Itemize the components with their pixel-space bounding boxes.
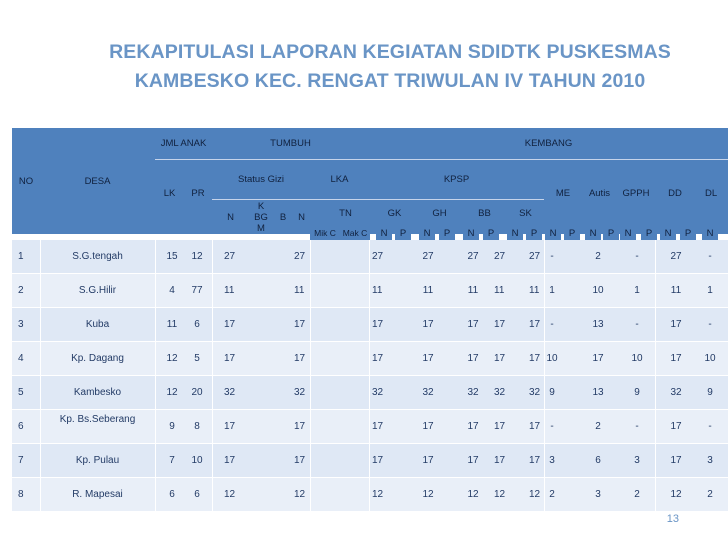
cell-me: - [550,319,554,330]
cell-gh: 11 [467,285,479,296]
table-row [12,240,728,274]
cell-autis: 2 [595,251,601,262]
cell-autis: 17 [592,353,604,364]
header-np-cell: N [376,226,392,240]
cell-desa: Kambesko [73,387,122,398]
column-divider [212,240,213,512]
cell-pr: 8 [194,421,200,432]
cell-pr: 6 [194,319,200,330]
cell-kpsp-tn: 11 [372,285,383,296]
column-divider [544,240,545,512]
cell-gk: 17 [422,319,434,330]
cell-gk: 32 [422,387,434,398]
cell-lka: 17 [294,319,306,330]
cell-bb: 11 [494,285,505,296]
header-np-cell: P [526,226,542,240]
cell-lka: 32 [294,387,306,398]
title-line-1: REKAPITULASI LAPORAN KEGIATAN SDIDTK PUSKESMAS [109,41,671,63]
table-row [12,478,728,512]
column-divider [155,240,156,512]
cell-dl: 3 [707,455,713,466]
cell-dd: 17 [670,319,682,330]
cell-lk: 7 [169,455,175,466]
header-kembang: KEMBANG [369,128,728,160]
header-tn: TN [322,200,369,226]
cell-desa: S.G.tengah [72,251,123,262]
cell-desa: Kp. Pulau [75,455,120,466]
cell-desa: S.G.Hilir [78,285,117,296]
cell-gpph: 9 [634,387,640,398]
cell-gk: 11 [422,285,434,296]
cell-no: 1 [18,251,24,262]
cell-bb: 12 [494,489,506,500]
cell-gh: 17 [467,353,479,364]
column-divider [310,240,311,512]
cell-bb: 27 [494,251,506,262]
cell-lka: 17 [294,353,306,364]
cell-gizi-n: 17 [224,455,236,466]
cell-pr: 5 [194,353,200,364]
header-m-label: M [257,222,265,234]
cell-gizi-n: 17 [224,421,236,432]
header-k-label: K [257,200,265,212]
cell-dd: 11 [670,285,682,296]
cell-autis: 10 [592,285,604,296]
cell-gk: 27 [422,251,434,262]
table-row [12,410,728,444]
header-np-cell: N [545,226,561,240]
cell-bb: 17 [494,353,506,364]
cell-gpph: 3 [634,455,640,466]
cell-sk: 11 [529,285,540,296]
header-me: ME [544,160,582,226]
cell-autis: 13 [592,319,604,330]
cell-lk: 15 [166,251,178,262]
cell-gizi-n: 32 [224,387,236,398]
header-gk: GK [372,200,417,226]
cell-kpsp-tn: 17 [372,455,384,466]
header-gh: GH [417,200,462,226]
cell-pr: 12 [191,251,203,262]
cell-autis: 3 [595,489,601,500]
cell-bb: 17 [494,421,506,432]
cell-kpsp-tn: 17 [372,421,384,432]
cell-gpph: 2 [634,489,640,500]
header-status-gizi: Status Gizi [212,160,310,200]
cell-kpsp-tn: 17 [372,319,384,330]
column-divider [655,240,656,512]
cell-autis: 2 [595,421,601,432]
cell-kpsp-tn: 27 [372,251,384,262]
cell-sk: 17 [529,353,541,364]
header-pr: PR [184,160,212,226]
header-gizi-n2: N [293,200,310,234]
cell-gk: 17 [422,353,434,364]
cell-dl: 9 [707,387,713,398]
cell-no: 5 [18,387,24,398]
header-np-cell: N [660,226,676,240]
cell-lk: 12 [166,387,178,398]
table-row [12,274,728,308]
header-dd: DD [655,160,695,226]
column-divider [40,240,41,512]
cell-lk: 6 [169,489,175,500]
cell-bb: 32 [494,387,506,398]
cell-kpsp-tn: 17 [372,353,384,364]
cell-dd: 32 [670,387,682,398]
table-row [12,342,728,376]
header-np-cell: N [507,226,523,240]
header-np-cell: P [641,226,657,240]
cell-pr: 10 [191,455,203,466]
header-mak-c: Mak C [340,226,370,240]
header-bb: BB [462,200,507,226]
cell-gk: 17 [422,421,434,432]
cell-dd: 17 [670,421,682,432]
header-np-cell: P [395,226,411,240]
cell-no: 4 [18,353,24,364]
header-sk: SK [507,200,544,226]
cell-pr: 6 [194,489,200,500]
cell-me: - [550,421,554,432]
cell-autis: 13 [592,387,604,398]
cell-dl: - [708,421,712,432]
header-gizi-kbgm [249,200,273,234]
cell-pr: 20 [191,387,203,398]
cell-gh: 12 [467,489,479,500]
cell-gk: 12 [422,489,434,500]
cell-lka: 17 [294,455,306,466]
cell-lk: 4 [169,285,175,296]
cell-me: 2 [549,489,555,500]
header-lka: LKA [310,160,369,200]
table-row [12,308,728,342]
cell-no: 3 [18,319,24,330]
cell-bb: 17 [494,455,506,466]
cell-dl: 1 [707,285,713,296]
cell-dl: 10 [704,353,716,364]
cell-sk: 12 [529,489,541,500]
cell-dd: 17 [670,455,682,466]
header-tumbuh: TUMBUH [212,128,369,160]
header-lk: LK [155,160,184,226]
cell-gizi-n: 27 [224,251,236,262]
header-jml-anak: JML ANAK [155,128,212,160]
cell-no: 7 [18,455,24,466]
cell-me: 10 [546,353,558,364]
cell-sk: 17 [529,421,541,432]
cell-desa: Kp. Bs.Seberang [59,414,136,425]
cell-dd: 17 [670,353,682,364]
header-np-cell: N [702,226,718,240]
cell-gh: 17 [467,455,479,466]
title-line-2: KAMBESKO KEC. RENGAT TRIWULAN IV TAHUN 2010 [134,70,646,92]
cell-gh: 27 [467,251,479,262]
cell-dd: 12 [670,489,682,500]
cell-gizi-n: 11 [224,285,235,296]
cell-lka: 12 [294,489,306,500]
cell-me: - [550,251,554,262]
cell-gpph: - [635,251,639,262]
cell-lk: 11 [166,319,178,330]
header-desa: DESA [40,128,155,234]
cell-dl: 2 [707,489,713,500]
cell-kpsp-tn: 32 [372,387,384,398]
cell-dl: - [708,319,712,330]
cell-sk: 32 [529,387,541,398]
cell-me: 3 [549,455,555,466]
cell-gizi-n: 17 [224,319,236,330]
header-np-cell: P [483,226,499,240]
cell-sk: 17 [529,455,541,466]
report-title [80,38,700,96]
cell-kpsp-tn: 12 [372,489,384,500]
header-gpph: GPPH [617,160,655,226]
cell-gpph: 10 [631,353,643,364]
header-np-cell: N [419,226,435,240]
header-autis: Autis [582,160,617,226]
cell-lk: 12 [166,353,178,364]
page-number: 13 [666,513,679,525]
report-table [12,128,728,512]
cell-gh: 17 [467,319,479,330]
header-no: NO [12,128,40,234]
cell-sk: 17 [529,319,541,330]
cell-gpph: - [635,319,639,330]
cell-desa: Kuba [85,319,110,330]
cell-lk: 9 [169,421,175,432]
cell-me: 9 [549,387,555,398]
cell-gh: 32 [467,387,479,398]
cell-gh: 17 [467,421,479,432]
cell-me: 1 [549,285,555,296]
cell-gk: 17 [422,455,434,466]
cell-no: 6 [18,421,24,432]
cell-sk: 27 [529,251,541,262]
cell-gpph: 1 [634,285,640,296]
cell-gizi-n: 12 [224,489,236,500]
header-np-cell: N [620,226,636,240]
table-row [12,444,728,478]
header-np-cell: N [585,226,601,240]
header-gizi-n: N [212,200,249,234]
cell-gizi-n: 17 [224,353,236,364]
cell-bb: 17 [494,319,506,330]
cell-lka: 27 [294,251,306,262]
header-np-cell: P [680,226,696,240]
table-row [12,376,728,410]
header-kpsp: KPSP [369,160,544,200]
header-mik-c: Mik C [310,226,340,240]
cell-lka: 11 [294,285,305,296]
cell-desa: R. Mapesai [72,489,123,500]
cell-no: 2 [18,285,24,296]
cell-desa: Kp. Dagang [71,353,124,364]
header-np-cell: N [463,226,479,240]
cell-no: 8 [18,489,24,500]
cell-dl: - [708,251,712,262]
cell-lka: 17 [294,421,306,432]
cell-pr: 77 [191,285,203,296]
header-np-cell: P [603,226,619,240]
header-dl: DL [695,160,728,226]
header-bg-label: BG [254,211,268,223]
cell-dd: 27 [670,251,682,262]
cell-autis: 6 [595,455,601,466]
header-np-cell: P [564,226,580,240]
header-gizi-b: B [273,200,293,234]
header-np-cell: P [439,226,455,240]
cell-gpph: - [635,421,639,432]
column-divider [369,240,370,512]
